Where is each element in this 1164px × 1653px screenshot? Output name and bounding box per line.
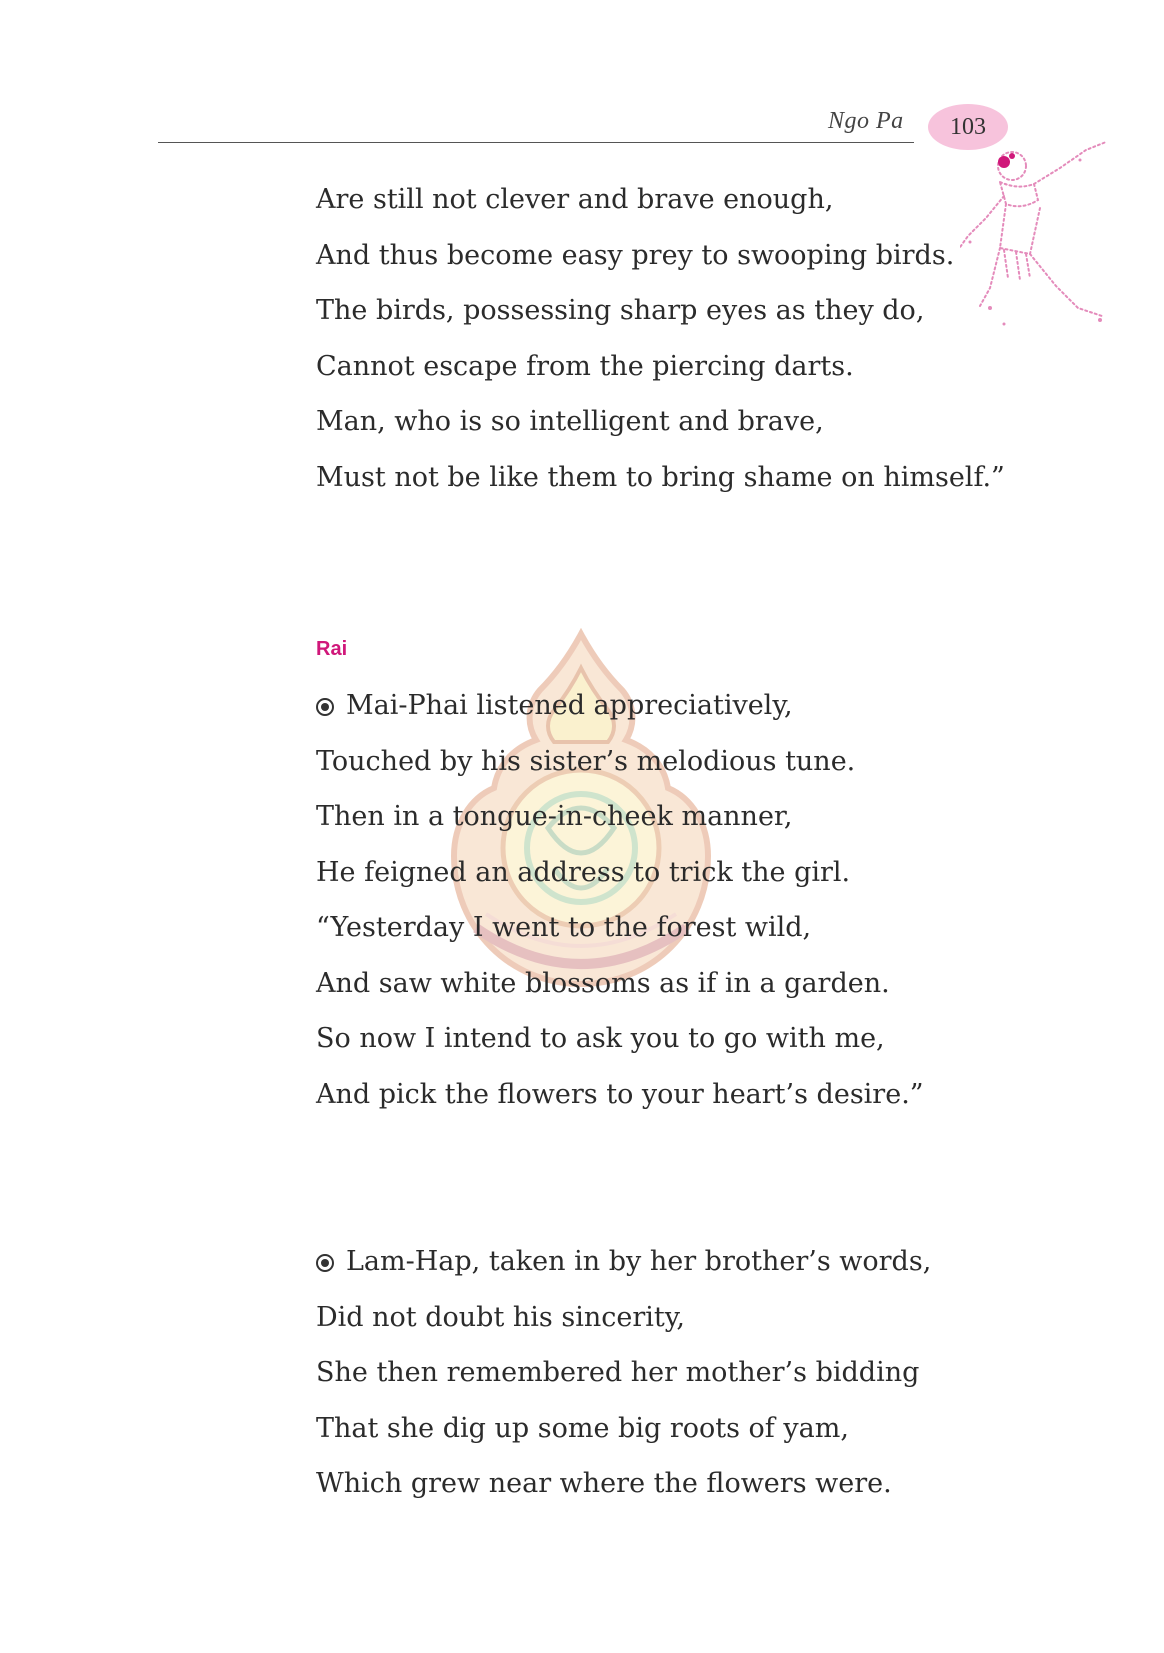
verse-line: Which grew near where the flowers were. — [316, 1468, 892, 1499]
verse-line-text: Lam-Hap, taken in by her brother’s words, — [346, 1246, 932, 1277]
verse-line: And saw white blossoms as if in a garden. — [316, 967, 890, 999]
circle-bullet-icon — [316, 698, 334, 716]
verse-line: That she dig up some big roots of yam, — [316, 1412, 849, 1444]
verse-line: Cannot escape from the piercing darts. — [316, 350, 854, 382]
verse-line: Man, who is so intelligent and brave, — [316, 406, 824, 437]
verse-line: Did not doubt his sincerity, — [316, 1301, 685, 1333]
section-label: Rai — [316, 638, 348, 660]
circle-bullet-icon — [316, 1254, 334, 1272]
stanza-3 — [316, 1234, 931, 1512]
stanza-1 — [316, 172, 1005, 505]
page-number: 103 — [950, 113, 986, 140]
verse-line: Touched by his sister’s melodious tune. — [316, 745, 856, 777]
verse-line: And thus become easy prey to swooping birds. — [316, 239, 955, 271]
verse-line: He feigned an address to trick the girl. — [316, 856, 851, 888]
verse-line: And pick the flowers to your heart’s desire.” — [316, 1078, 924, 1110]
verse-line — [316, 1234, 931, 1290]
verse-line: Are still not clever and brave enough, — [316, 184, 834, 215]
verse-line: Then in a tongue-in-cheek manner, — [316, 801, 793, 832]
header-rule — [158, 142, 914, 143]
verse-line: She then remembered her mother’s bidding — [316, 1357, 920, 1388]
verse-line: “Yesterday I went to the forest wild, — [316, 912, 812, 943]
verse-line: The birds, possessing sharp eyes as they do, — [316, 295, 925, 326]
running-title: Ngo Pa — [828, 108, 904, 134]
verse-line-text: Mai-Phai listened appreciatively, — [346, 690, 793, 721]
verse-line: Must not be like them to bring shame on himself.” — [316, 461, 1005, 493]
verse-line — [316, 678, 924, 734]
verse-line: So now I intend to ask you to go with me, — [316, 1023, 885, 1054]
stanza-2 — [316, 678, 924, 1122]
